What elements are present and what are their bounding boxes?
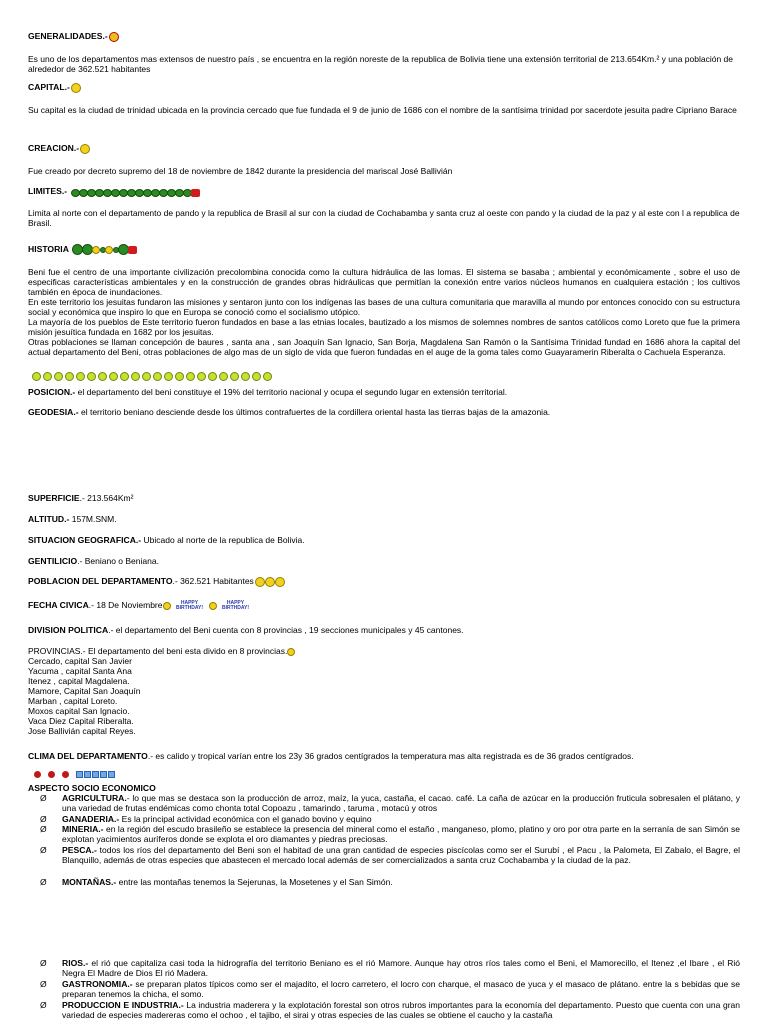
flower-divider-icon xyxy=(32,372,744,383)
bullet-marker: Ø xyxy=(40,793,47,803)
generalidades-text: Es uno de los departamentos mas extensos de nuestro país , se encuentra en la región noreste de la republica de Bolivia tiene una extensión territorial de 213.654Km.² y una población de alrededor de 362.521 habitantes xyxy=(28,54,733,74)
creacion-text: Fue creado por decreto supremo del 18 de noviembre de 1842 durante la presidencia del mariscal José Ballivián xyxy=(28,166,453,176)
item-text: - lo que mas se destaca son la producción de arroz, maíz, la yuca, castaña, el cacao. café. La caña de azúcar en la producción fruticula sobresalen el plátano, y una variedad de frutas endémicas como chonta total Copoazu , tamarindo , taruma , motacú y otros xyxy=(62,793,740,813)
smiley-icon xyxy=(209,602,217,610)
generalidades-heading: GENERALIDADES.- xyxy=(28,31,108,41)
ladybug-tiles-divider-icon xyxy=(34,769,746,779)
division-line xyxy=(28,625,740,635)
clima-text: .- es calido y tropical varían entre los 23y 36 grados centígrados la temperatura mas alta registrada es de 36 grados centígrados. xyxy=(147,751,634,761)
generalidades-heading-line xyxy=(28,31,740,42)
bullet-marker: Ø xyxy=(40,1000,47,1010)
poblacion-text: .- 362.521 Habitantes xyxy=(172,576,254,586)
historia-paragraph: Beni fue el centro de una importante civilización precolombina conocida como la cultura hidráulica de las lomas. El sistema se basaba ; ambiental y económicamente , sobre el uso de especificas características ambientales y en la construcción de grandes obras hidráulicas que permitían la conexión entre varios núcleos humanos en cualquiera estación ; los cultivos también en época de inundaciones. xyxy=(28,267,740,297)
historia-heading: HISTORIA xyxy=(28,244,69,254)
poblacion-heading: POBLACION DEL DEPARTAMENTO xyxy=(28,576,173,586)
provincias-intro: PROVINCIAS.- El departamento del beni esta divido en 8 provincias. xyxy=(28,646,288,656)
clima-heading: CLIMA DEL DEPARTAMENTO xyxy=(28,751,148,761)
smiley-icon xyxy=(71,82,81,93)
posicion-line xyxy=(28,387,740,397)
poblacion-line xyxy=(28,576,740,587)
list-item xyxy=(40,979,740,999)
list-item xyxy=(40,958,740,978)
item-label: PRODUCCION E INDUSTRIA.- xyxy=(62,1000,184,1010)
item-label: PESCA.- xyxy=(62,845,97,855)
item-label: MONTAÑAS.- xyxy=(62,877,117,887)
bullet-marker: Ø xyxy=(40,814,47,824)
item-text: el rió que capitaliza casi toda la hidrografía del territorio Beniano es el rió Mamore. Aunque hay otros ríos tales como el Beni, el Mamorecillo, el Itenez ,el Ibare , el Rió Negra El Madre de Dios El rió Madera. xyxy=(62,958,740,978)
superficie-text: .- 213.564Km² xyxy=(79,493,134,503)
bullet-marker: Ø xyxy=(40,958,47,968)
capital-heading-line xyxy=(28,82,740,93)
fecha-heading: FECHA CIVICA xyxy=(28,600,89,610)
capital-heading: CAPITAL.- xyxy=(28,82,70,92)
province-item: Yacuma , capital Santa Ana xyxy=(28,666,132,676)
altitud-text: 157M.SNM. xyxy=(69,514,117,524)
gentilicio-line xyxy=(28,556,740,566)
list-item xyxy=(40,814,740,824)
province-item: Cercado, capital San Javier xyxy=(28,656,132,666)
item-text: Es la principal actividad económica con el ganado bovino y equino xyxy=(119,814,372,824)
gentilicio-text: .- Beniano o Beniana. xyxy=(77,556,159,566)
item-text: entre las montañas tenemos la Sejerunas, la Mosetenes y el San Simón. xyxy=(116,877,393,887)
bullet-marker: Ø xyxy=(40,979,47,989)
smiley-icon xyxy=(80,143,90,154)
situacion-text: Ubicado al norte de la republica de Bolivia. xyxy=(141,535,305,545)
birthday-badge: HAPPY BIRTHDAY! xyxy=(221,599,250,611)
cartoon-characters-icon xyxy=(72,244,137,255)
province-item: Mamore, Capital San Joaquín xyxy=(28,686,141,696)
situacion-heading: SITUACION GEOGRAFICA.- xyxy=(28,535,142,545)
limites-heading-line xyxy=(28,186,740,197)
item-text: La industria maderera y la explotación forestal son otros rubros importantes para la economía del departamento. Puesto que cuenta con una gran variedad de especies madereras como el ochoo , el tajibo, el sirai y otras especies de las cuales se obtiene el caucho y la castaña xyxy=(62,1000,740,1020)
superficie-line xyxy=(28,493,740,503)
province-item: Vaca Diez Capital Riberalta. xyxy=(28,716,134,726)
geodesia-heading: GEODESIA.- xyxy=(28,407,79,417)
superficie-heading: SUPERFICIE xyxy=(28,493,80,503)
item-label: AGRICULTURA. xyxy=(62,793,127,803)
item-label: GASTRONOMIA.- xyxy=(62,979,133,989)
item-label: MINERIA.- xyxy=(62,824,104,834)
situacion-line xyxy=(28,535,740,545)
aspecto-heading: ASPECTO SOCIO ECONOMICO xyxy=(28,783,156,793)
division-text: .- el departamento del Beni cuenta con 8 provincias , 19 secciones municipales y 45 cantones. xyxy=(108,625,464,635)
division-heading: DIVISION POLITICA xyxy=(28,625,109,635)
creacion-heading: CREACION.- xyxy=(28,143,80,153)
posicion-heading: POSICION.- xyxy=(28,387,76,397)
list-item xyxy=(40,1000,740,1020)
list-item xyxy=(40,824,740,844)
item-label: GANADERIA.- xyxy=(62,814,120,824)
geodesia-text: el territorio beniano desciende desde los últimos contrafuertes de la cordillera oriental hasta las tierras bajas de la amazonia. xyxy=(78,407,551,417)
bullet-marker: Ø xyxy=(40,845,47,855)
fecha-text: .- 18 De Noviembre xyxy=(88,600,163,610)
clima-line xyxy=(28,751,740,761)
posicion-text: el departamento del beni constituye el 19% del territorio nacional y ocupa el segundo lugar en extensión territorial. xyxy=(75,387,508,397)
historia-body xyxy=(28,267,740,357)
province-item: Jose Ballivián capital Reyes. xyxy=(28,726,136,736)
item-text: en la región del escudo brasileño se establece la presencia del mineral como el estaño , manganeso, plomo, platino y oro por otra parte en la serranía de san Simón se explotan yacimientos auríferos donde se explota el oro diamantes y piedras preciosas. xyxy=(62,824,740,844)
geodesia-line xyxy=(28,407,740,417)
birthday-badge: HAPPY BIRTHDAY! xyxy=(175,599,204,611)
limites-text: Limita al norte con el departamento de pando y la republica de Brasil al sur con la ciudad de Cochabamba y santa cruz al oeste con pando y la ciudad de la paz y al este con l a republica de Brasil. xyxy=(28,208,740,228)
province-item: Itenez , capital Magdalena. xyxy=(28,676,130,686)
altitud-line xyxy=(28,514,740,524)
altitud-heading: ALTITUD.- xyxy=(28,514,70,524)
historia-paragraph: Otras poblaciones se llaman concepción de baures , santa ana , san Joaquín San Ignacio, San Borja, Magdalena San Ramón o la Santísima Trinidad fundad en 1686 ahora la capital del actual departamento del Beni, otras poblaciones de algo mas de un siglo de vida que fueron fundadas en el auge de la goma tales como Guayaramerin Riberalta o Cachuela Esperanza. xyxy=(28,337,740,357)
capital-text: Su capital es la ciudad de trinidad ubicada en la provincia cercado que fue fundada el 9 de junio de 1686 con el nombre de la santísima trinidad por sacerdote jesuita padre Cipriano Barace xyxy=(28,105,737,115)
list-item xyxy=(40,793,740,813)
fecha-line xyxy=(28,600,740,611)
historia-heading-line xyxy=(28,244,740,255)
province-item: Moxos capital San Ignacio. xyxy=(28,706,130,716)
smiley-faces-icon xyxy=(255,576,285,587)
limites-heading: LIMITES.- xyxy=(28,186,68,196)
provincias-block xyxy=(28,646,740,736)
smiley-icon xyxy=(163,602,171,610)
smiley-icon xyxy=(287,648,295,656)
provincias-intro-line xyxy=(28,646,740,656)
historia-paragraph: En este territorio los jesuitas fundaron las misiones y sentaron junto con los indígenas las bases de una cultura comunitaria que maravilla al mundo por entonces conocido con su estructura social y económica que inspiro lo que en Europa se conoció como el socialismo utópico. xyxy=(28,297,740,317)
gentilicio-heading: GENTILICIO xyxy=(28,556,78,566)
item-label: RIOS.- xyxy=(62,958,89,968)
bullet-marker: Ø xyxy=(40,877,47,887)
list-item xyxy=(40,877,740,887)
item-text: se preparan platos típicos como ser el majadito, el locro carretero, el locro con charque, el masaco de yuca y el masaco de plátano. entre la s bebidas que se preparan tenemos la chicha, el somo. xyxy=(62,979,740,999)
item-text: todos los ríos del departamento del Beni son el habitad de una gran cantidad de especies piscícolas como ser el Surubí , el Pacu , la Palometa, El Zabalo, el Bagre, el Blanquillo, además de otras especies que abastecen el mercado local además de ser comercializados a santa cruz Cochabamba y la ciudad de la paz. xyxy=(62,845,740,865)
face-icon xyxy=(109,31,119,42)
historia-paragraph: La mayoría de los pueblos de Este territorio fueron fundados en base a las etnias locales, bautizado a los mismos de solemnes nombres de santos católicos como Loreto que fue la primera misión jesuítica fundada en 1682 por los jesuitas. xyxy=(28,317,740,337)
bullet-marker: Ø xyxy=(40,824,47,834)
list-item xyxy=(40,845,740,865)
green-faces-border-icon xyxy=(71,187,200,197)
creacion-heading-line xyxy=(28,143,740,154)
province-item: Marban , capital Loreto. xyxy=(28,696,118,706)
